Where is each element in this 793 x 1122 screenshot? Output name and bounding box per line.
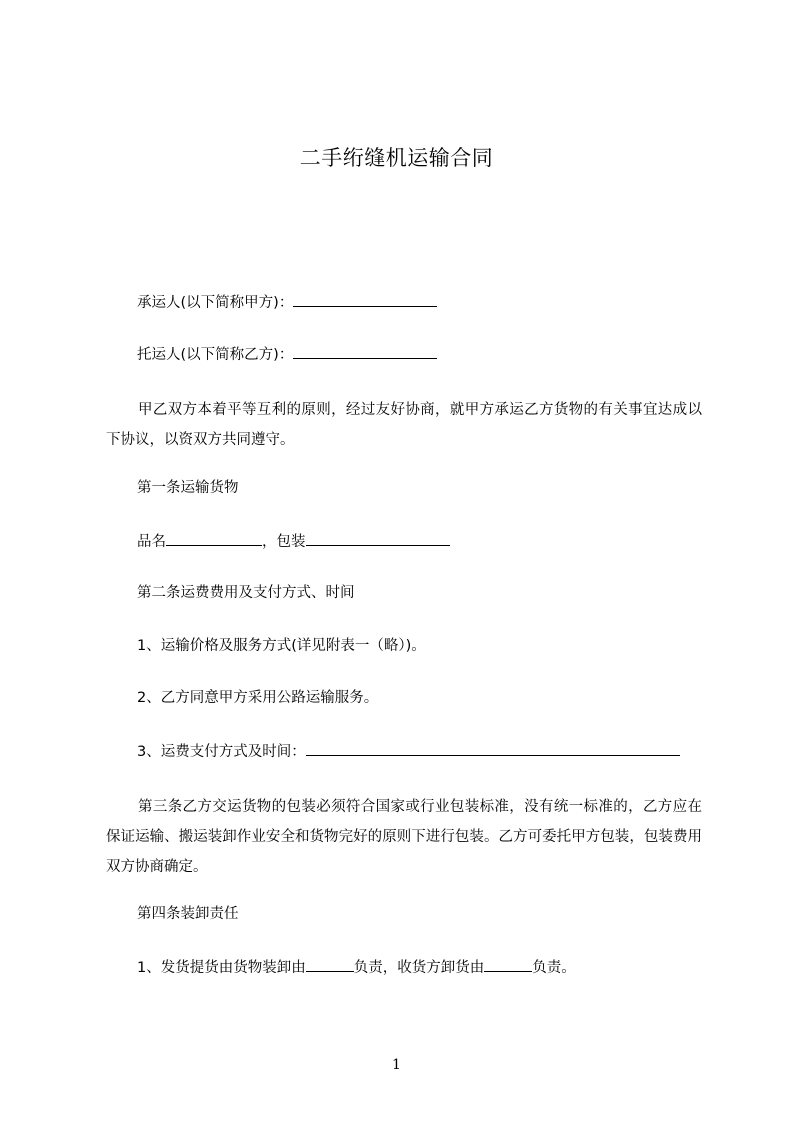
carrier-line (137, 292, 437, 313)
article4-heading: 第四条装卸责任 (137, 906, 239, 922)
packaging-blank[interactable] (306, 531, 450, 546)
shipper-label: 托运人(以下简称乙方)： (137, 347, 294, 363)
article2-heading: 第二条运费费用及支付方式、时间 (137, 585, 355, 601)
packaging-label: ，包装 (262, 534, 306, 550)
article3-paragraph: 第三条乙方交运货物的包装必须符合国家或行业包装标准，没有统一标准的，乙方应在保证运输、搬运装卸作业安全和货物完好的原则下进行包装。乙方可委托甲方包装，包装费用双方协商确定。 (106, 799, 702, 875)
page-number: 1 (392, 1057, 401, 1073)
loading-party-blank[interactable] (306, 957, 354, 972)
shipper-name-blank[interactable] (293, 344, 437, 359)
article4-item1 (137, 957, 576, 978)
article2-item1: 1、运输价格及服务方式(详见附表一（略）)。 (137, 638, 426, 654)
carrier-name-blank[interactable] (293, 292, 437, 307)
loading-part2: 负责，收货方卸货由 (353, 960, 485, 976)
goods-name-blank[interactable] (166, 531, 262, 546)
preamble-paragraph: 甲乙双方本着平等互利的原则，经过友好协商，就甲方承运乙方货物的有关事宜达成以下协议，以资双方共同遵守。 (106, 402, 702, 448)
goods-line (137, 531, 450, 552)
goods-name-label: 品名 (137, 534, 166, 550)
article1-heading: 第一条运输货物 (137, 480, 239, 496)
payment-method-label: 3、运费支付方式及时间： (137, 744, 306, 760)
article2-item3 (137, 741, 680, 762)
document-title: 二手绗缝机运输合同 (299, 146, 494, 170)
article2-item2: 2、乙方同意甲方采用公路运输服务。 (137, 690, 379, 706)
loading-part1: 1、发货提货由货物装卸由 (137, 960, 306, 976)
loading-part3: 负责。 (532, 960, 576, 976)
shipper-line (137, 344, 437, 365)
carrier-label: 承运人(以下简称甲方)： (137, 295, 294, 311)
unloading-party-blank[interactable] (484, 957, 532, 972)
payment-method-blank[interactable] (306, 741, 680, 756)
